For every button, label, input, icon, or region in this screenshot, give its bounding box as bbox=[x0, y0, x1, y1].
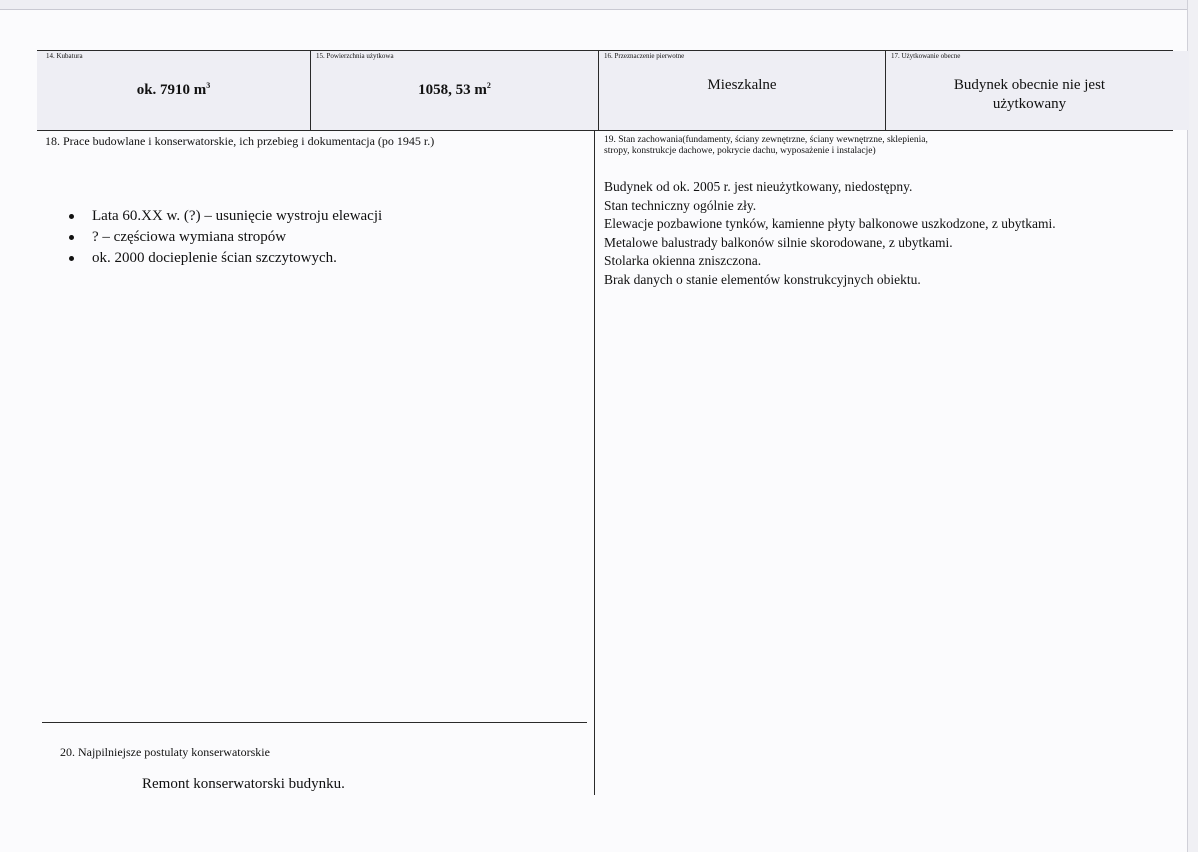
section20-divider bbox=[42, 722, 587, 723]
cell-przeznaczenie bbox=[599, 52, 885, 130]
cell-uzytkowanie bbox=[886, 52, 1173, 130]
cell-kubatura-value-main: ok. 7910 m bbox=[136, 82, 207, 98]
cell-powierzchnia-value bbox=[311, 76, 598, 100]
scan-edge-top bbox=[0, 0, 1198, 10]
cell-powierzchnia-label: 15. Powierzchnia użytkowa bbox=[316, 52, 394, 60]
list-item bbox=[68, 227, 382, 248]
state-line: Stolarka okienna zniszczona. bbox=[604, 253, 762, 268]
cell-powierzchnia-value-main: 1058, 53 m bbox=[418, 82, 487, 98]
state-line: Budynek od ok. 2005 r. jest nieużytkowany, niedostępny. bbox=[604, 179, 913, 194]
bullet-icon bbox=[69, 256, 74, 261]
cell-uzytkowanie-value bbox=[886, 76, 1173, 114]
cell-uzytkowanie-value-line1: Budynek obecnie nie jest bbox=[953, 77, 1106, 93]
cell-kubatura-value bbox=[37, 76, 310, 100]
state-line: Brak danych o stanie elementów konstrukcyjnych obiektu. bbox=[604, 271, 921, 287]
cell-kubatura-label: 14. Kubatura bbox=[46, 52, 83, 60]
list-item bbox=[68, 248, 382, 269]
section18-label: 18. Prace budowlane i konserwatorskie, ich przebieg i dokumentacja (po 1945 r.) bbox=[45, 134, 435, 148]
section20-text: Remont konserwatorski budynku. bbox=[142, 776, 345, 792]
bullet-icon bbox=[69, 235, 74, 240]
section19-label-line2: stropy, konstrukcje dachowe, pokrycie dachu, wyposażenie i instalacje) bbox=[604, 146, 876, 156]
header-top-rule bbox=[37, 50, 1173, 51]
state-line: Elewacje pozbawione tynków, kamienne płyty balkonowe uszkodzone, z ubytkami. bbox=[604, 216, 1056, 231]
cell-kubatura-value-sup: 3 bbox=[206, 81, 211, 90]
cell-uzytkowanie-value-line2: użytkowany bbox=[992, 96, 1067, 112]
list-item bbox=[68, 206, 382, 227]
section19-label bbox=[604, 135, 928, 157]
list-item-text: Lata 60.XX w. (?) – usunięcie wystroju elewacji bbox=[92, 208, 383, 224]
section19-text bbox=[604, 178, 1056, 289]
header-bottom-rule bbox=[37, 130, 1173, 131]
list-item-text: ok. 2000 docieplenie ścian szczytowych. bbox=[92, 250, 337, 266]
bullet-icon bbox=[69, 214, 74, 219]
section20-label: 20. Najpilniejsze postulaty konserwatorskie bbox=[60, 745, 270, 759]
cell-przeznaczenie-label: 16. Przeznaczenie pierwotne bbox=[604, 52, 685, 60]
cell-powierzchnia-value-sup: 2 bbox=[486, 81, 491, 90]
list-item-text: ? – częściowa wymiana stropów bbox=[92, 229, 287, 245]
state-line: Metalowe balustrady balkonów silnie skorodowane, z ubytkami. bbox=[604, 234, 953, 250]
section19-label-line1: 19. Stan zachowania(fundamenty, ściany zewnętrzne, ściany wewnętrzne, sklepienia, bbox=[604, 135, 928, 145]
cell-przeznaczenie-value: Mieszkalne bbox=[707, 77, 777, 93]
section18-list bbox=[68, 206, 382, 269]
state-line: Stan techniczny ogólnie zły. bbox=[604, 197, 757, 213]
cell-kubatura bbox=[37, 52, 310, 130]
cell-uzytkowanie-label: 17. Użytkowanie obecne bbox=[891, 52, 961, 60]
cell-powierzchnia bbox=[311, 52, 598, 130]
column-divider bbox=[594, 131, 595, 795]
